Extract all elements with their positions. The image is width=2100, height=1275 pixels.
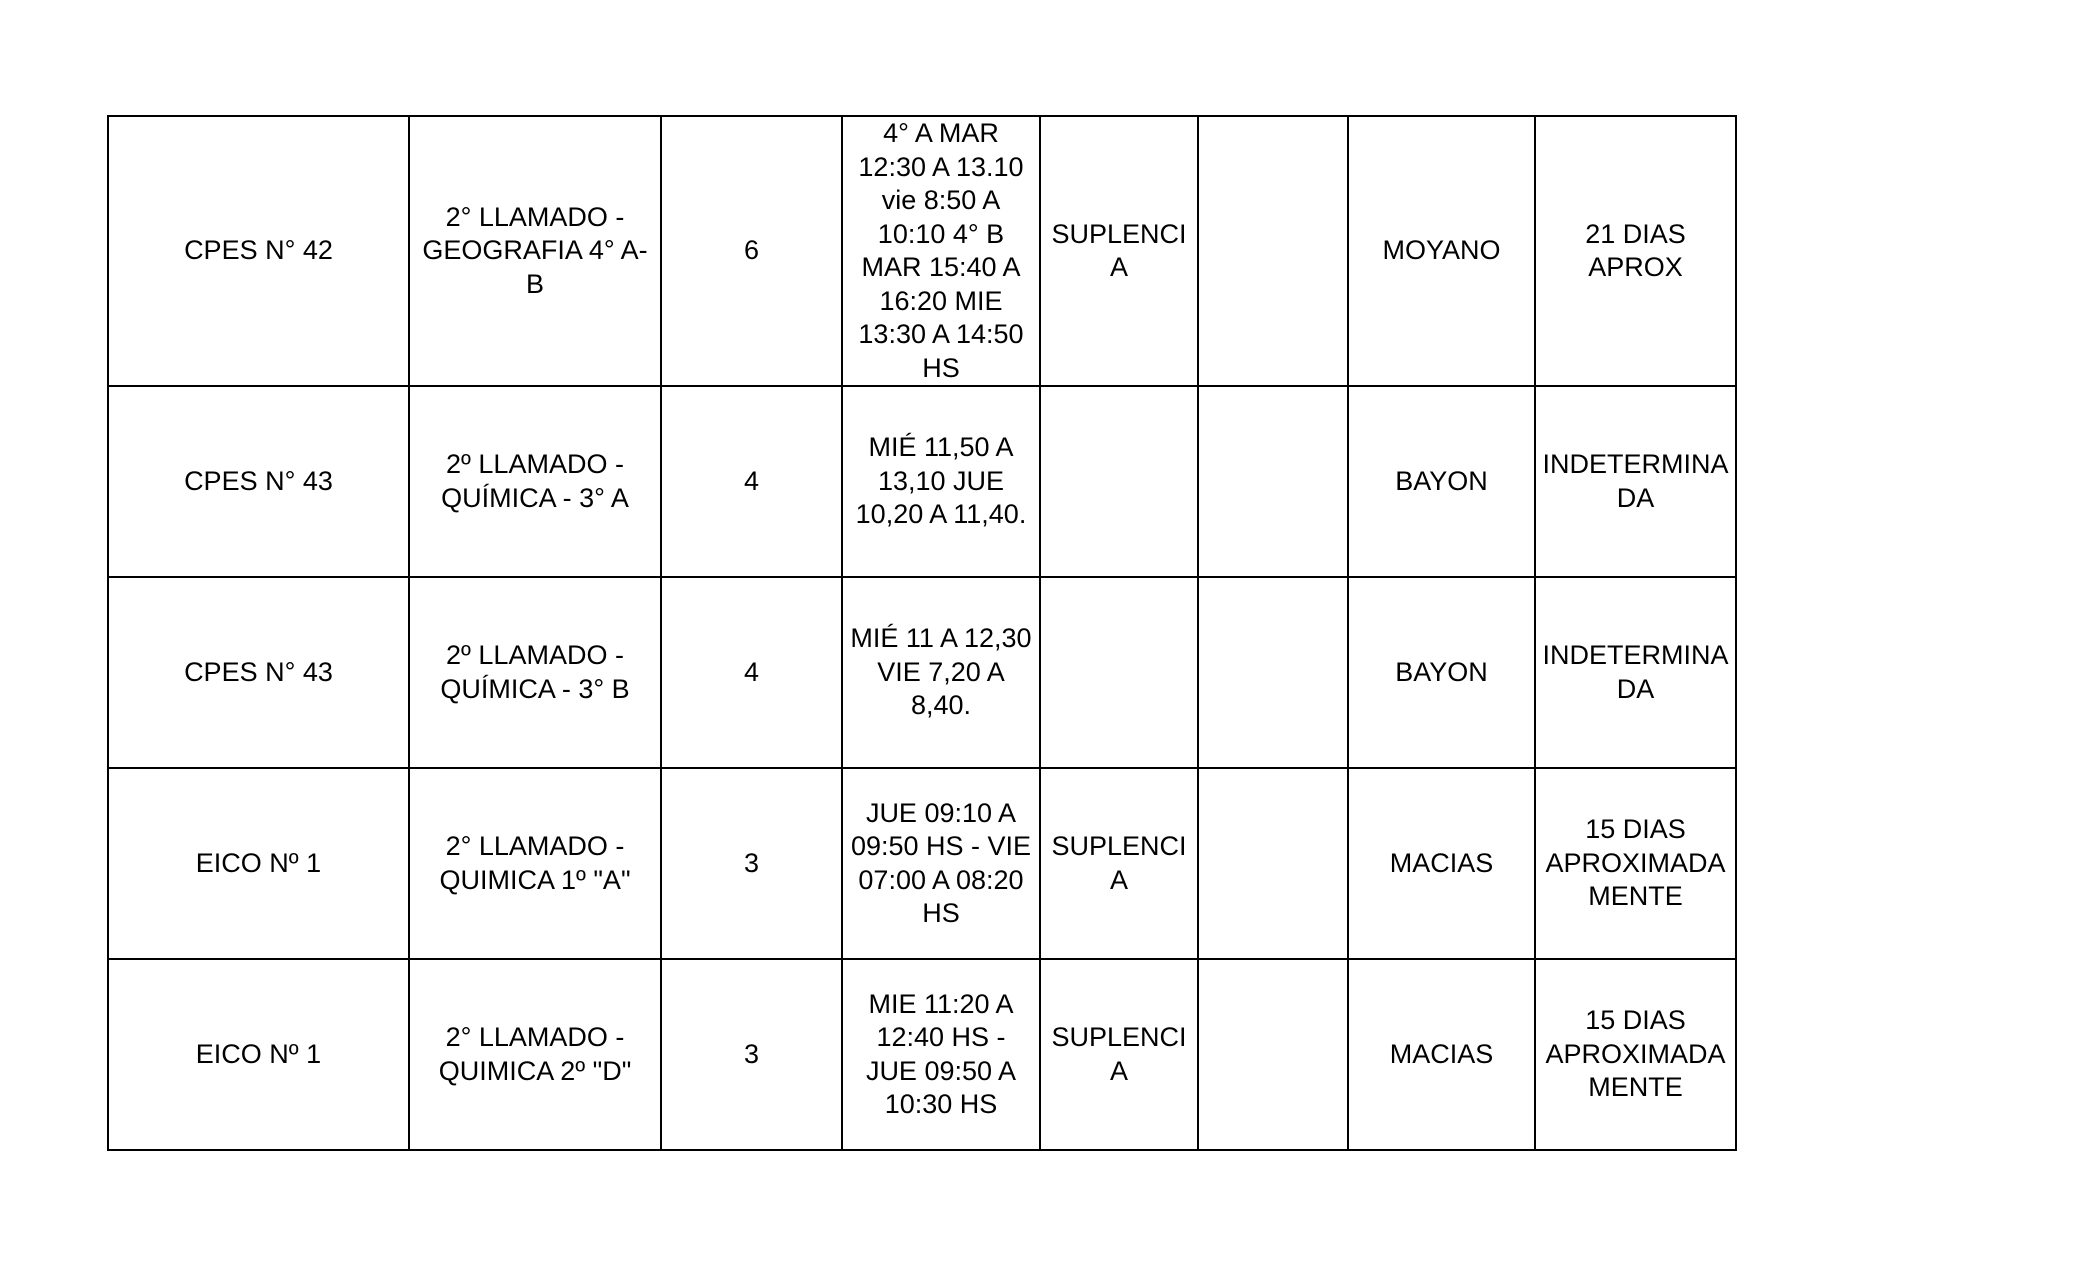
vacancy-table bbox=[107, 115, 1737, 1151]
table-row bbox=[108, 768, 1736, 959]
type-cell bbox=[1040, 577, 1198, 768]
hours-cell: 3 bbox=[661, 768, 842, 959]
school-cell: EICO Nº 1 bbox=[108, 959, 409, 1150]
teacher-cell: BAYON bbox=[1348, 386, 1535, 577]
table-row bbox=[108, 959, 1736, 1150]
schedule-cell: MIÉ 11 A 12,30 VIE 7,20 A 8,40. bbox=[842, 577, 1040, 768]
table-row bbox=[108, 386, 1736, 577]
teacher-cell: MOYANO bbox=[1348, 116, 1535, 386]
call-cell: 2° LLAMADO - QUIMICA 2º "D" bbox=[409, 959, 661, 1150]
duration-cell: 21 DIAS APROX bbox=[1535, 116, 1736, 386]
schedule-cell: MIÉ 11,50 A 13,10 JUE 10,20 A 11,40. bbox=[842, 386, 1040, 577]
hours-cell: 6 bbox=[661, 116, 842, 386]
school-cell: CPES N° 43 bbox=[108, 577, 409, 768]
school-cell: EICO Nº 1 bbox=[108, 768, 409, 959]
teacher-cell: MACIAS bbox=[1348, 959, 1535, 1150]
duration-cell: INDETERMINA DA bbox=[1535, 386, 1736, 577]
duration-cell: 15 DIAS APROXIMADA MENTE bbox=[1535, 959, 1736, 1150]
call-cell: 2° LLAMADO - QUIMICA 1º "A" bbox=[409, 768, 661, 959]
table-row bbox=[108, 577, 1736, 768]
schedule-cell: JUE 09:10 A 09:50 HS - VIE 07:00 A 08:20 HS bbox=[842, 768, 1040, 959]
hours-cell: 3 bbox=[661, 959, 842, 1150]
school-cell: CPES N° 43 bbox=[108, 386, 409, 577]
call-cell: 2º LLAMADO - QUÍMICA - 3° A bbox=[409, 386, 661, 577]
empty-cell bbox=[1198, 386, 1348, 577]
empty-cell bbox=[1198, 959, 1348, 1150]
teacher-cell: MACIAS bbox=[1348, 768, 1535, 959]
hours-cell: 4 bbox=[661, 386, 842, 577]
call-cell: 2º LLAMADO - QUÍMICA - 3° B bbox=[409, 577, 661, 768]
empty-cell bbox=[1198, 116, 1348, 386]
empty-cell bbox=[1198, 768, 1348, 959]
type-cell: SUPLENCI A bbox=[1040, 768, 1198, 959]
school-cell: CPES N° 42 bbox=[108, 116, 409, 386]
hours-cell: 4 bbox=[661, 577, 842, 768]
duration-cell: 15 DIAS APROXIMADA MENTE bbox=[1535, 768, 1736, 959]
type-cell bbox=[1040, 386, 1198, 577]
duration-cell: INDETERMINA DA bbox=[1535, 577, 1736, 768]
schedule-cell: MIE 11:20 A 12:40 HS - JUE 09:50 A 10:30 HS bbox=[842, 959, 1040, 1150]
type-cell: SUPLENCI A bbox=[1040, 959, 1198, 1150]
call-cell: 2° LLAMADO - GEOGRAFIA 4° A- B bbox=[409, 116, 661, 386]
teacher-cell: BAYON bbox=[1348, 577, 1535, 768]
table-row bbox=[108, 116, 1736, 386]
schedule-cell: 4° A MAR 12:30 A 13.10 vie 8:50 A 10:10 4° B MAR 15:40 A 16:20 MIE 13:30 A 14:50 HS bbox=[842, 116, 1040, 386]
empty-cell bbox=[1198, 577, 1348, 768]
type-cell: SUPLENCI A bbox=[1040, 116, 1198, 386]
